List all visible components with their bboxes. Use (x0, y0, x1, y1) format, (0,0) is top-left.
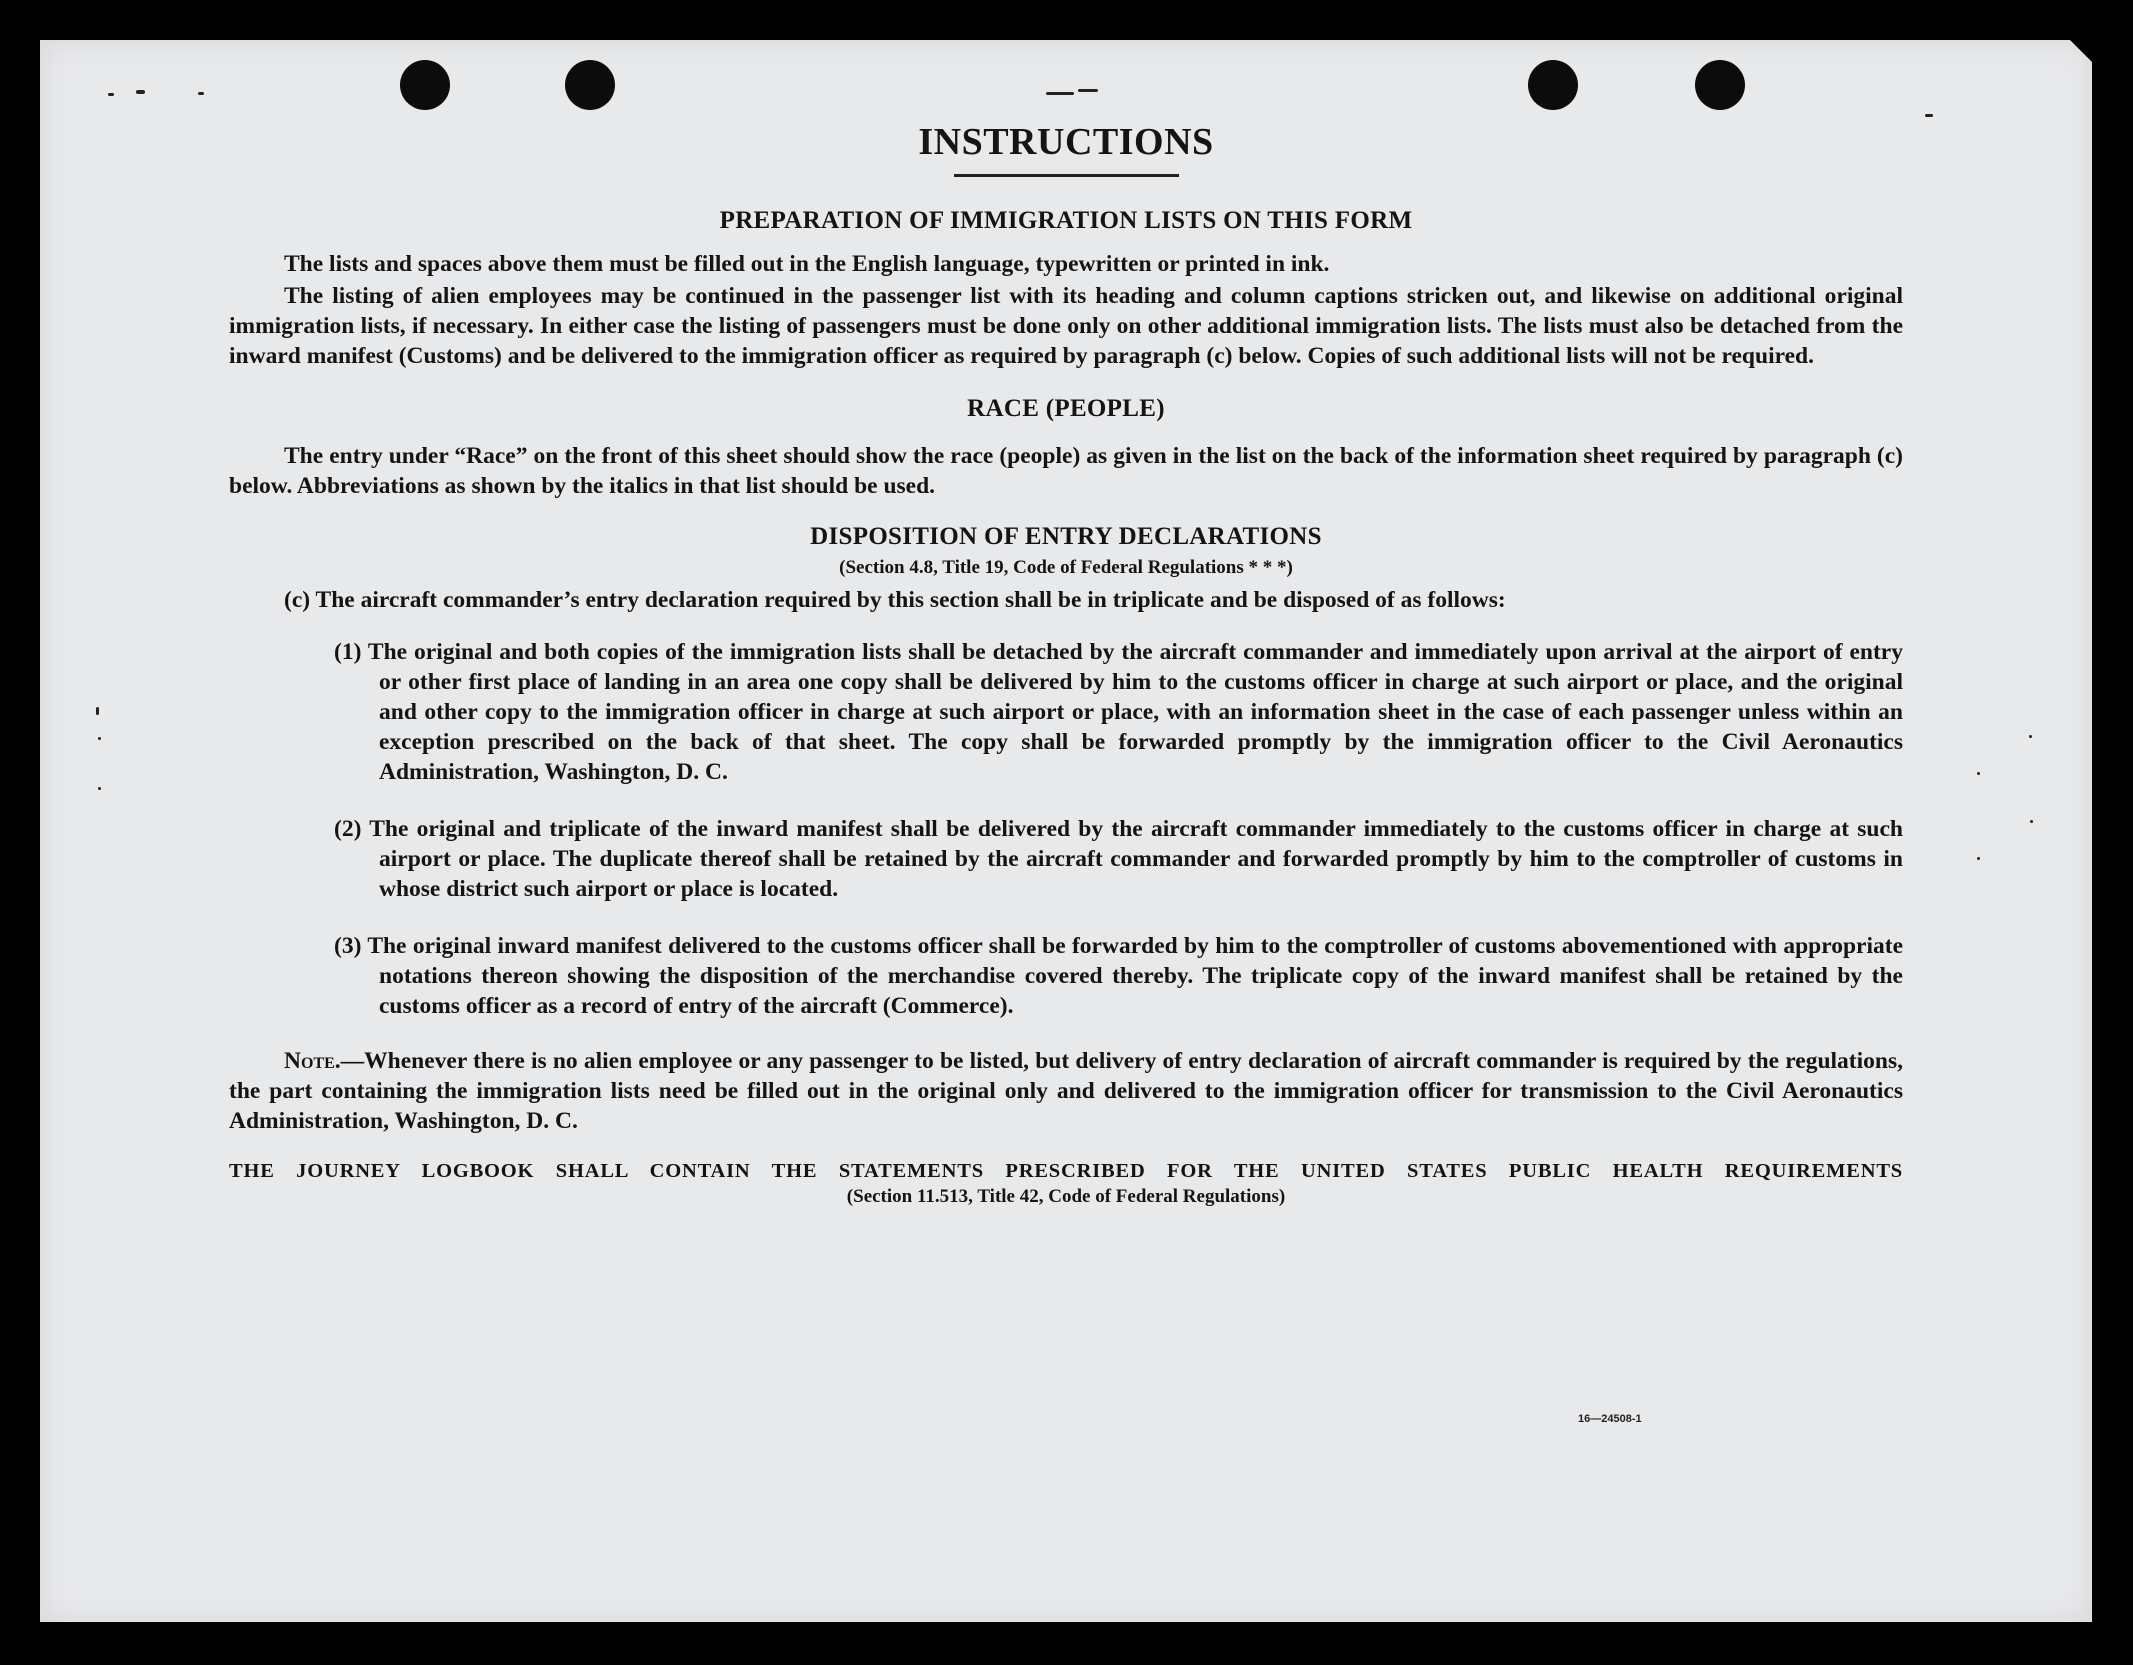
note-text: —Whenever there is no alien employee or any passenger to be listed, but delivery of entry declaration of aircraft commander is required by the regulations, the part containing the immigration lists need be filled out in the original only and delivered to the immigration officer for transmission to the Civil Aeronautics Administration, Washington, D. C. (229, 1048, 1903, 1134)
punch-hole-2 (565, 60, 615, 110)
scan-speck (96, 707, 99, 715)
title-underline (954, 174, 1179, 177)
note-label: Note. (284, 1048, 341, 1074)
punch-hole-3 (1528, 60, 1578, 110)
note-paragraph (229, 1046, 1903, 1136)
scan-speck (136, 90, 145, 94)
form-number: 16—24508-1 (1578, 1413, 1642, 1425)
scan-speck (198, 92, 204, 95)
page-title: INSTRUCTIONS (918, 121, 1214, 163)
public-health-citation: (Section 11.513, Title 42, Code of Federal Regulations) (846, 1186, 1286, 1207)
scan-speck (1977, 772, 1980, 775)
disposition-item-3: (3) The original inward manifest delivered to the customs officer shall be forwarded by him to the comptroller of customs abovementioned with appropriate notations thereon showing the disposition of the merchandise covered thereby. The triplicate copy of the inward manifest shall be retained by the customs officer as a record of entry of the aircraft (Commerce). (334, 933, 1903, 1019)
preparation-heading: PREPARATION OF IMMIGRATION LISTS ON THIS FORM (719, 207, 1413, 234)
scan-speck (1977, 857, 1980, 860)
race-paragraph: The entry under “Race” on the front of this sheet should show the race (people) as given in the list on the back of the information sheet required by paragraph (c) below. Abbreviations as shown by the italics in that list should be used. (229, 443, 1903, 499)
scan-speck (108, 93, 114, 96)
instructions-body (229, 120, 1903, 1208)
disposition-heading: DISPOSITION OF ENTRY DECLARATIONS (810, 523, 1322, 550)
scan-speck (1925, 114, 1933, 117)
scan-speck (98, 737, 101, 740)
disposition-item-2: (2) The original and triplicate of the inward manifest shall be delivered by the aircraft commander immediately to the customs officer in charge at such airport or place. The duplicate thereof shall be retained by the aircraft commander and forwarded promptly by him to the comptroller of customs in whose district such airport or place is located. (334, 816, 1903, 902)
punch-hole-4 (1695, 60, 1745, 110)
scan-speck (1078, 89, 1098, 92)
disposition-intro: (c) The aircraft commander’s entry declaration required by this section shall be in triplicate and be disposed of as follows: (284, 587, 1506, 613)
page-corner (2070, 40, 2092, 62)
scan-speck (2029, 735, 2032, 738)
disposition-item-1: (1) The original and both copies of the immigration lists shall be detached by the aircraft commander and immediately upon arrival at the airport of entry or other first place of landing in an area one copy shall be delivered by him to the customs officer in charge at such airport or place, and the original and other copy to the immigration officer in charge at such airport or place, with an information sheet in the case of each passenger unless within an exception prescribed on the back of that sheet. The copy shall be forwarded promptly by the immigration officer to the Civil Aeronautics Administration, Washington, D. C. (334, 639, 1903, 785)
scan-speck (1046, 92, 1074, 95)
preparation-paragraph-2: The listing of alien employees may be continued in the passenger list with its heading and column captions stricken out, and likewise on additional original immigration lists, if necessary. In either case the listing of passengers must be done only on other additional immigration lists. The lists must also be detached from the inward manifest (Customs) and be delivered to the immigration officer as required by paragraph (c) below. Copies of such additional lists will not be required. (229, 283, 1903, 369)
document-page (40, 40, 2092, 1622)
disposition-citation: (Section 4.8, Title 19, Code of Federal Regulations * * *) (839, 557, 1293, 578)
race-heading: RACE (PEOPLE) (967, 395, 1165, 422)
public-health-statement: THE JOURNEY LOGBOOK SHALL CONTAIN THE STATEMENTS PRESCRIBED FOR THE UNITED STATES PUBLIC HEALTH REQUIREMENTS (229, 1160, 1903, 1182)
scan-speck (98, 787, 101, 790)
scan-speck (2030, 820, 2033, 823)
punch-hole-1 (400, 60, 450, 110)
preparation-paragraph-1: The lists and spaces above them must be filled out in the English language, typewritten or printed in ink. (284, 251, 1330, 277)
